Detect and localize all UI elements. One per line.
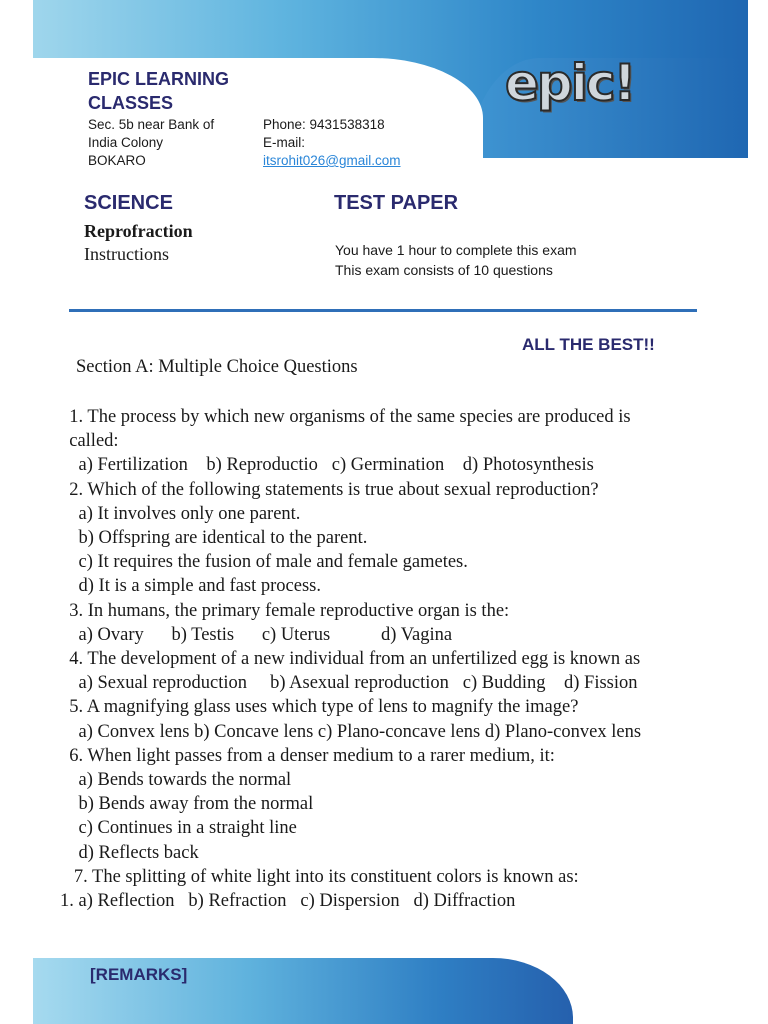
question-list xyxy=(60,405,720,913)
company-name-line: CLASSES xyxy=(88,93,174,113)
question-line: 5. A magnifying glass uses which type of lens to magnify the image? xyxy=(60,697,579,718)
question-option: a) It involves only one parent. xyxy=(60,503,301,524)
instructions-label: Instructions xyxy=(84,244,169,264)
instruction-line: You have 1 hour to complete this exam xyxy=(335,242,577,258)
question-options: a) Convex lens b) Concave lens c) Plano-concave lens d) Plano-convex lens xyxy=(60,721,642,742)
question-option: d) It is a simple and fast process. xyxy=(60,576,321,597)
question-options: a) Sexual reproduction b) Asexual reproduction c) Budding d) Fission xyxy=(60,673,638,694)
instructions-text xyxy=(335,240,695,280)
question-options: 1. a) Reflection b) Refraction c) Dispersion d) Diffraction xyxy=(60,891,516,912)
address-line: Sec. 5b near Bank of xyxy=(88,117,215,132)
subject-title: SCIENCE xyxy=(84,192,173,214)
topic-title: Reprofraction xyxy=(84,221,193,241)
epic-logo: epic! xyxy=(505,54,635,112)
question-line: called: xyxy=(60,431,119,452)
question-option: d) Reflects back xyxy=(60,842,199,863)
question-option: b) Offspring are identical to the parent. xyxy=(60,528,368,549)
email-link[interactable]: itsrohit026@gmail.com xyxy=(263,153,401,168)
address-block xyxy=(88,116,238,170)
question-option: b) Bends away from the normal xyxy=(60,794,314,815)
divider-rule xyxy=(69,309,697,312)
address-line: India Colony xyxy=(88,135,164,150)
section-title: Section A: Multiple Choice Questions xyxy=(76,357,358,377)
contact-block xyxy=(263,116,463,170)
company-name-line: EPIC LEARNING xyxy=(88,69,230,89)
question-line: 6. When light passes from a denser medium to a rarer medium, it: xyxy=(60,745,555,766)
question-option: c) Continues in a straight line xyxy=(60,818,297,839)
question-options: a) Ovary b) Testis c) Uterus d) Vagina xyxy=(60,624,453,645)
paper-type-title: TEST PAPER xyxy=(334,192,459,214)
instruction-line: This exam consists of 10 questions xyxy=(335,262,553,278)
question-line: 1. The process by which new organisms of the same species are produced is xyxy=(60,407,631,427)
question-option: c) It requires the fusion of male and female gametes. xyxy=(60,552,468,573)
remarks-label: [REMARKS] xyxy=(90,965,188,984)
company-name xyxy=(88,67,248,115)
address-line: BOKARO xyxy=(88,153,146,168)
email-label: E-mail: xyxy=(263,135,306,150)
best-wishes-text: ALL THE BEST!! xyxy=(522,335,655,354)
question-options: a) Fertilization b) Reproductio c) Germination d) Photosynthesis xyxy=(60,455,594,476)
question-line: 7. The splitting of white light into its constituent colors is known as: xyxy=(60,866,579,887)
question-option: a) Bends towards the normal xyxy=(60,770,292,791)
question-line: 4. The development of a new individual from an unfertilized egg is known as xyxy=(60,649,641,670)
question-line: 3. In humans, the primary female reproductive organ is the: xyxy=(60,600,510,621)
question-line: 2. Which of the following statements is true about sexual reproduction? xyxy=(60,479,599,500)
phone-text: Phone: 9431538318 xyxy=(263,117,385,132)
